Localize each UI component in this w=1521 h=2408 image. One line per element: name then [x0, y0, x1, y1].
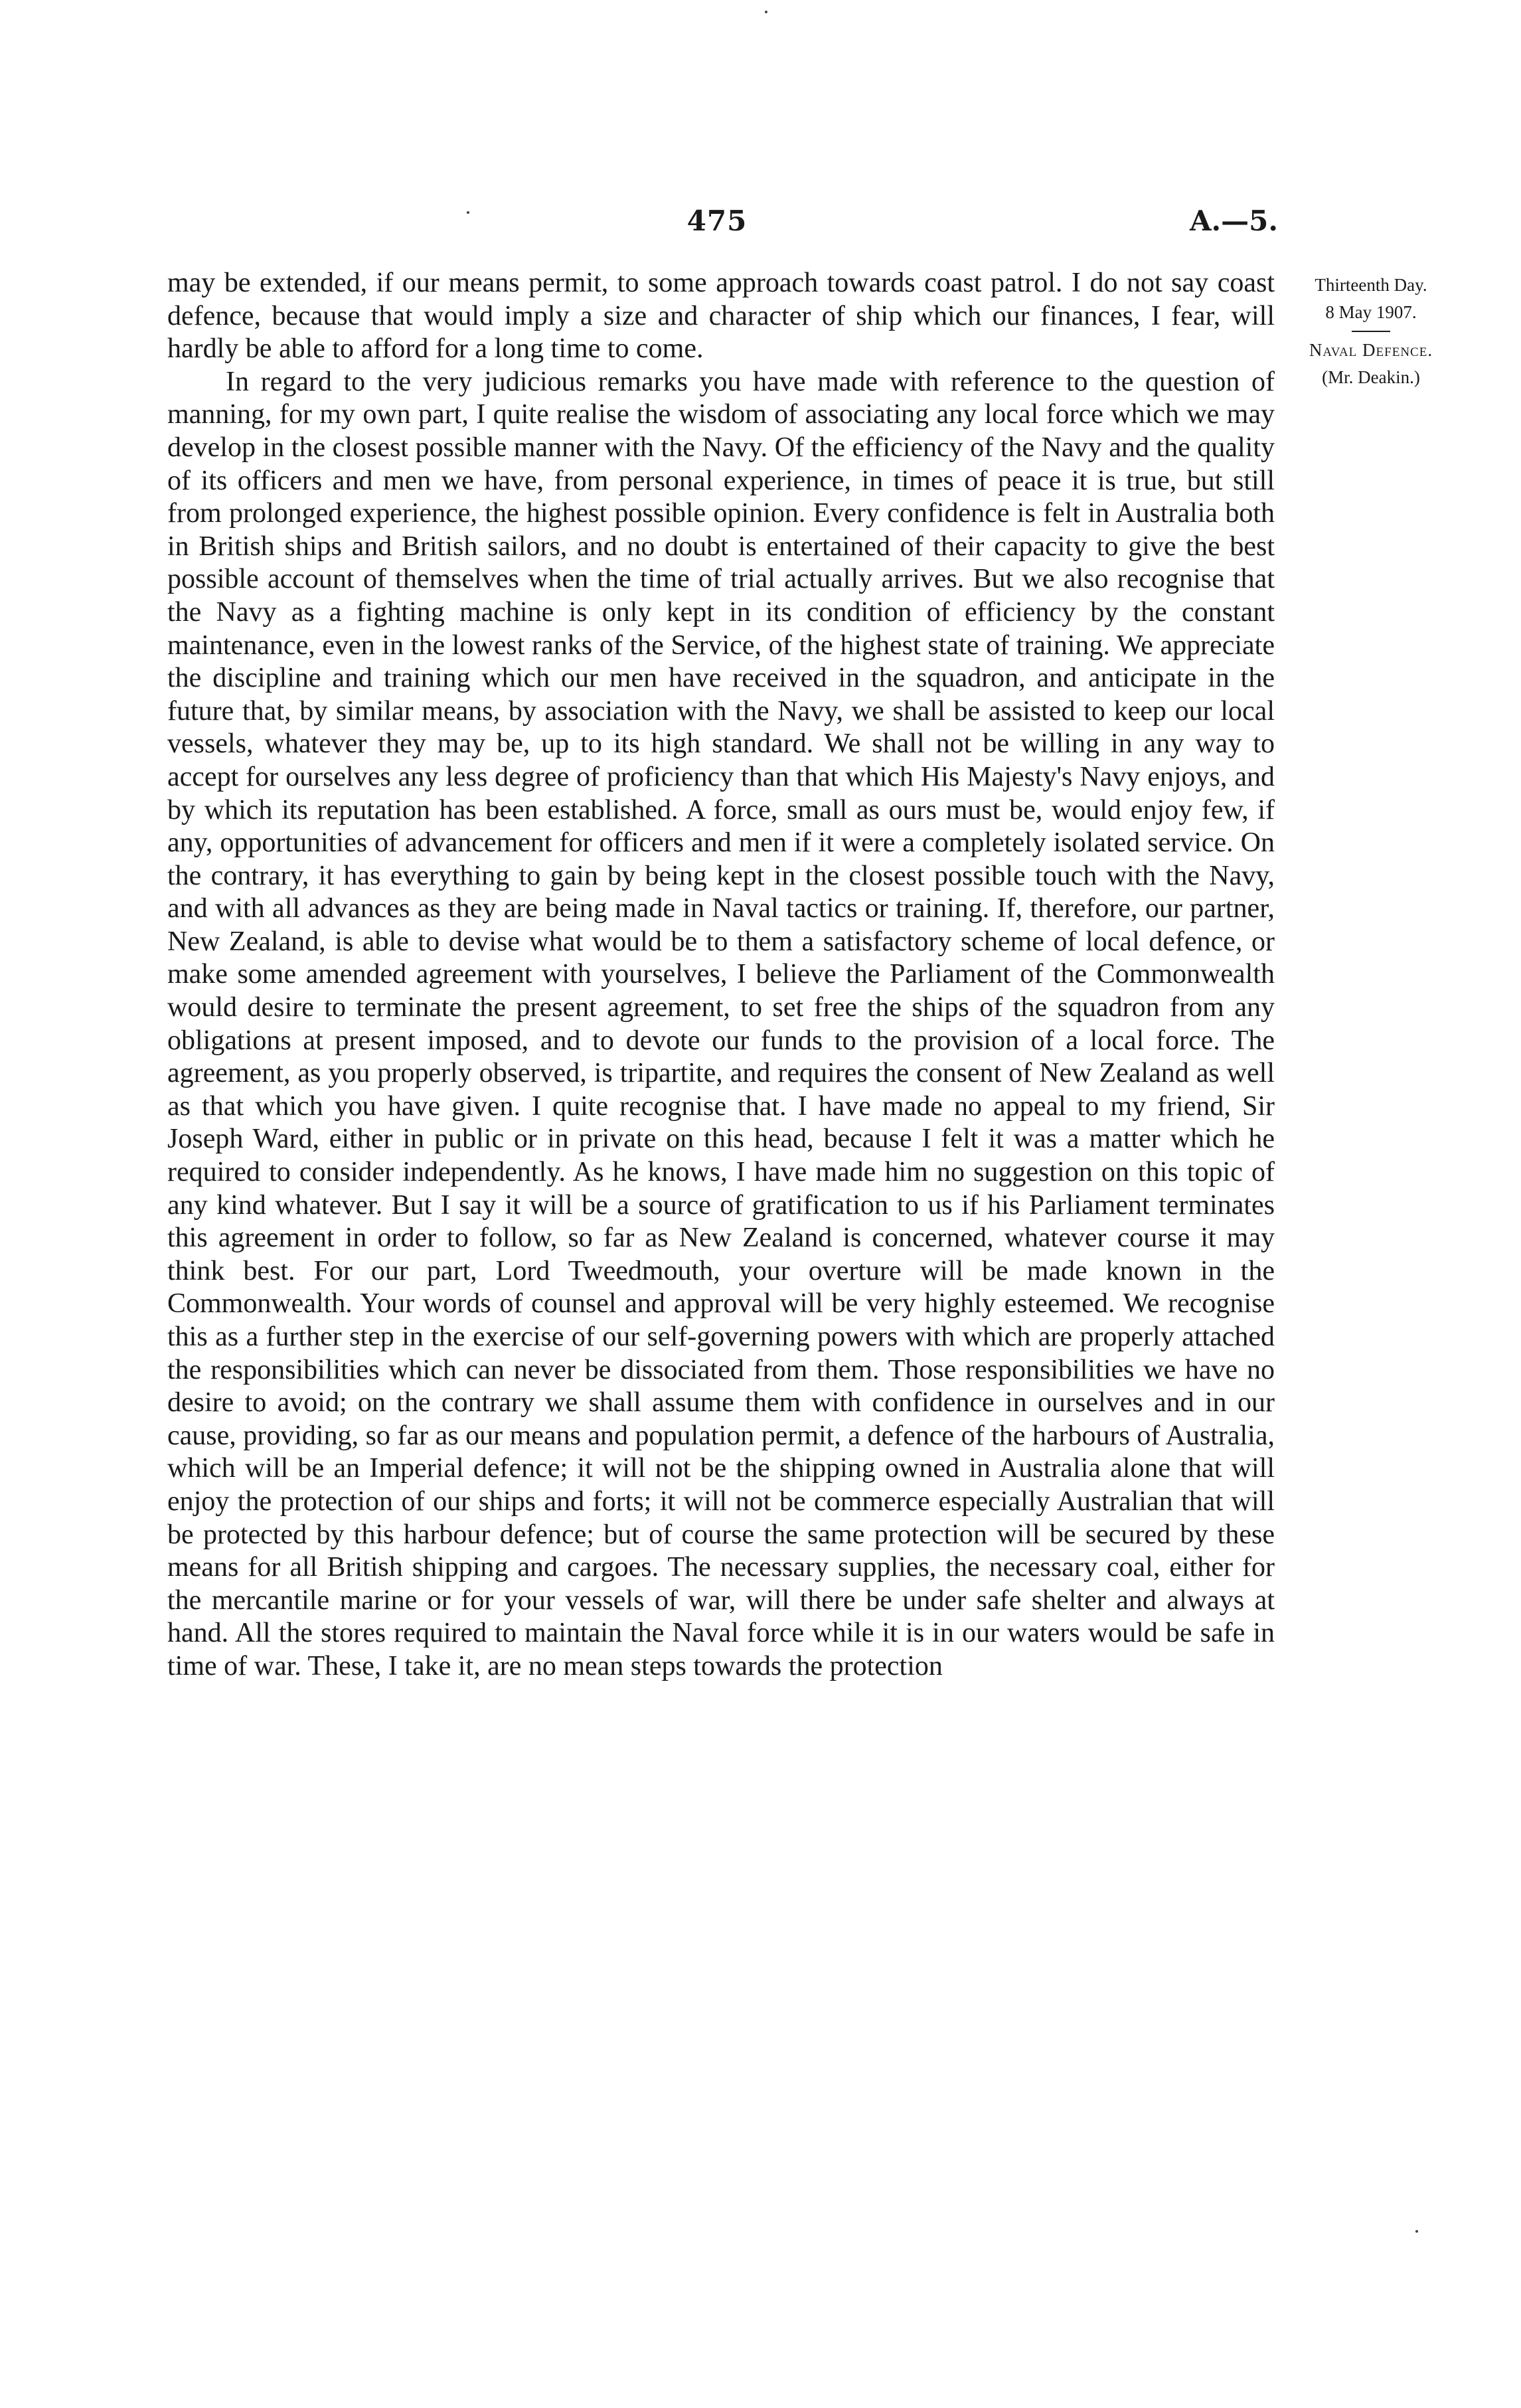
body-paragraph: may be extended, if our means permit, to some approach towards coast patrol. I do not say coast defence, because that would imply a size and character of ship which our finances, I fear, will hardly be able to afford for a long time to come. — [167, 268, 1275, 365]
body-paragraph: In regard to the very judicious remarks you have made with reference to the question of manning, for my own part, I quite realise the wisdom of associating any local force which we may develop in the closest possible manner with the Navy. Of the efficiency of the Navy and the quality of its officers and men we have, from personal experience, in times of peace it is true, but still from prolonged experience, the highest possible opinion. Every confidence is felt in Australia both in British ships and British sailors, and no doubt is entertained of their capacity to give the best possible account of themselves when the time of trial actually arrives. But we also recognise that the Navy as a fighting machine is only kept in its condition of efficiency by the constant maintenance, even in the lowest ranks of the Service, of the highest state of training. We appreciate the discipline and training which our men have received in the squadron, and anticipate in the future that, by similar means, by association with the Navy, we shall be assisted to keep our local vessels, whatever they may be, up to its high standard. We shall not be willing in any way to accept for ourselves any less degree of proficiency than that which His Majesty's Navy enjoys, and by which its reputation has been established. A force, small as ours must be, would enjoy few, if any, opportunities of advancement for officers and men if it were a completely isolated service. On the contrary, it has everything to gain by being kept in the closest possible touch with the Navy, and with all advances as they are being made in Naval tactics or training. If, therefore, our partner, New Zealand, is able to devise what would be to them a satisfactory scheme of local defence, or make some amended agreement with yourselves, I believe the Parliament of the Commonwealth would desire to terminate the present agreement, to set free the ships of the squadron from any obligations at present imposed, and to devote our funds to the provision of a local force. The agreement, as you properly observed, is tripartite, and requires the consent of New Zealand as well as that which you have given. I quite recognise that. I have made no appeal to my friend, Sir Joseph Ward, either in public or in private on this head, because I felt it was a matter which he required to consider independently. As he knows, I have made him no suggestion on this topic of any kind whatever. But I say it will be a source of gratification to us if his Parliament terminates this agreement in order to follow, so far as New Zealand is concerned, whatever course it may think best. For our part, Lord Tweedmouth, your overture will be made known in the Commonwealth. Your words of counsel and approval will be very highly esteemed. We recognise this as a further step in the exercise of our self-governing powers with which are properly attached the responsibilities which can never be dissociated from them. Those responsibilities we have no desire to avoid; on the contrary we shall assume them with confidence in ourselves and in our cause, providing, so far as our means and population permit, a defence of the harbours of Australia, which will be an Imperial defence; it will not be the shipping owned in Australia alone that will enjoy the protection of our ships and forts; it will not be commerce especially Australian that will be protected by this harbour defence; but of course the same protection will be secured by these means for all British shipping and cargoes. The necessary supplies, the necessary coal, either for the mercantile marine or for your vessels of war, will there be under safe shelter and always at hand. All the stores required to maintain the Naval force while it is in our waters would be safe in time of war. These, I take it, are no mean steps towards the protection — [167, 366, 1275, 1681]
scan-speck — [467, 211, 469, 214]
scan-speck — [1415, 2230, 1418, 2233]
document-reference: A.—5. — [1189, 205, 1278, 237]
body-text — [167, 267, 1275, 1683]
margin-note — [1285, 276, 1457, 396]
margin-note-subject: Naval Defence. — [1309, 340, 1433, 360]
margin-note-speaker: (Mr. Deakin.) — [1322, 367, 1420, 387]
margin-note-day: Thirteenth Day. — [1315, 275, 1427, 295]
margin-note-divider — [1352, 331, 1390, 332]
margin-note-date: 8 May 1907. — [1325, 302, 1417, 322]
scan-speck — [765, 11, 767, 13]
page-number: 475 — [686, 205, 748, 237]
